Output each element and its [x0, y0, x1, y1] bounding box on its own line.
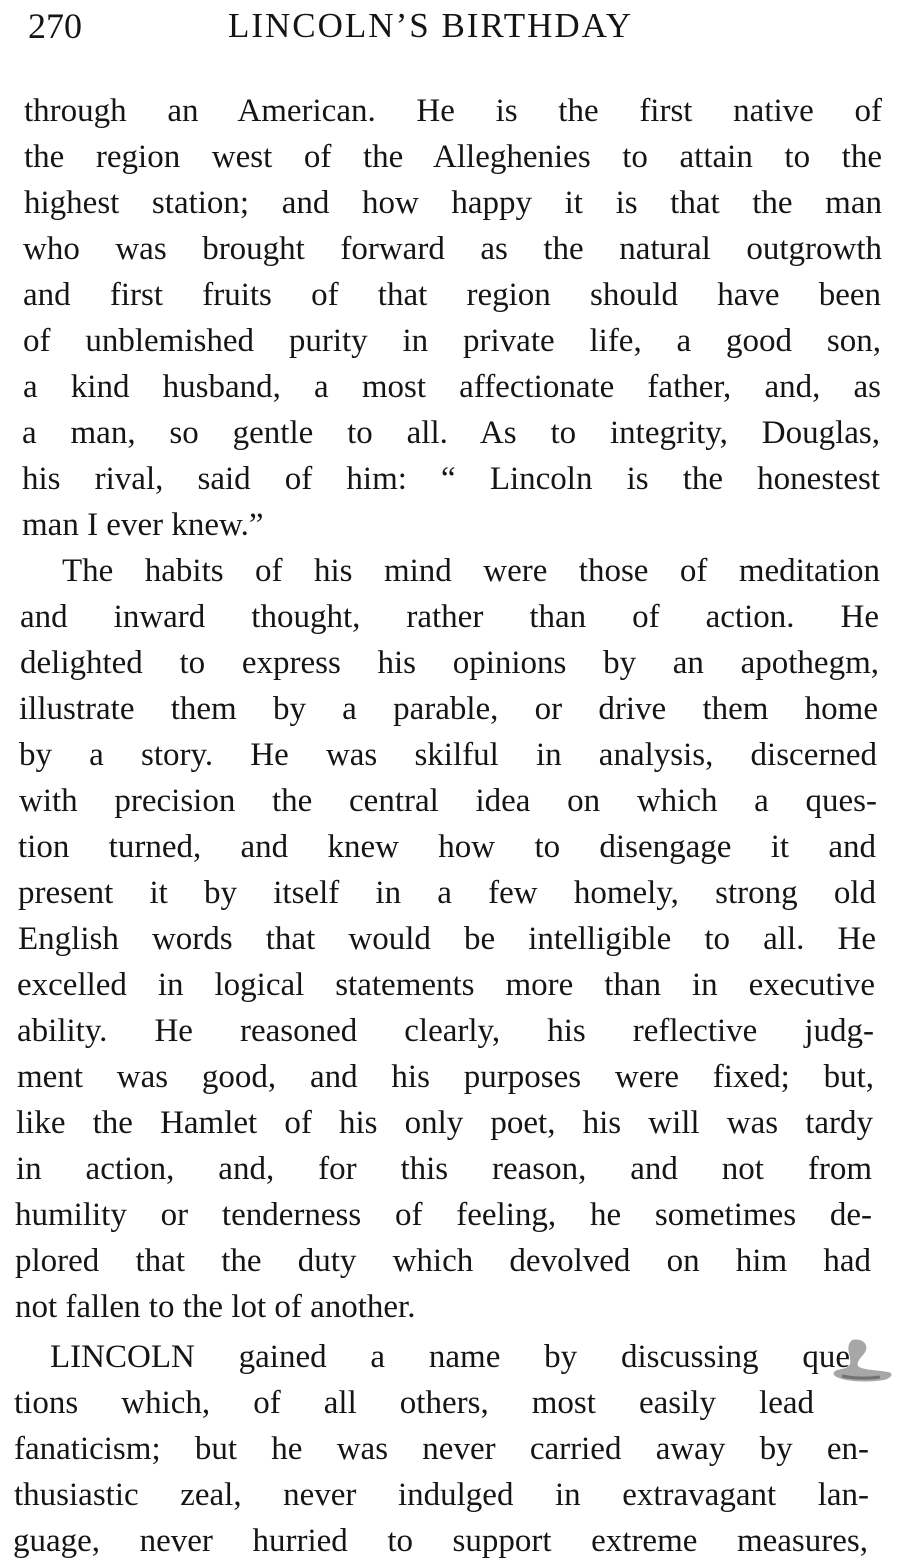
text-line: man I ever knew.” — [22, 507, 264, 543]
text-line: humility or tenderness of feeling, he sometimes de- — [15, 1197, 872, 1233]
text-line: of unblemished purity in private life, a good son, — [23, 323, 881, 359]
text-line: illustrate them by a parable, or drive them home — [19, 691, 878, 727]
text-line: and first fruits of that region should have been — [23, 277, 881, 313]
text-line: thusiastic zeal, never indulged in extravagant lan- — [14, 1477, 869, 1513]
text-line: ment was good, and his purposes were fixed; but, — [17, 1059, 874, 1095]
text-line: present it by itself in a few homely, strong old — [18, 875, 876, 911]
text-line: the region west of the Alleghenies to attain to the — [24, 139, 882, 175]
text-line: excelled in logical statements more than in executive — [17, 967, 875, 1003]
running-head — [28, 2, 880, 50]
text-line: English words that would be intelligible to all. He — [18, 921, 876, 957]
text-line: highest station; and how happy it is that the man — [24, 185, 882, 221]
text-line: guage, never hurried to support extreme measures, — [13, 1523, 868, 1559]
text-line: through an American. He is the first native of — [24, 93, 882, 129]
text-line: plored that the duty which devolved on him had — [15, 1243, 871, 1279]
text-line: not fallen to the lot of another. — [15, 1289, 416, 1325]
text-line: a kind husband, a most affectionate father, and, as — [23, 369, 881, 405]
running-title: LINCOLN’S BIRTHDAY — [228, 6, 633, 45]
text-line: with precision the central idea on which a ques- — [19, 783, 877, 819]
paragraph-first-line: The habits of his mind were those of meditation — [62, 553, 880, 589]
text-line: by a story. He was skilful in analysis, discerned — [19, 737, 877, 773]
text-line: ability. He reasoned clearly, his reflective judg- — [17, 1013, 874, 1049]
page-number: 270 — [28, 6, 82, 46]
paragraph-first-line: LINCOLN gained a name by discussing que — [50, 1339, 850, 1375]
text-line: who was brought forward as the natural outgrowth — [23, 231, 882, 267]
text-line: his rival, said of him: “ Lincoln is the honestest — [22, 461, 880, 497]
text-line: tions which, of all others, most easily lead — [14, 1385, 814, 1421]
text-line: in action, and, for this reason, and not from — [16, 1151, 872, 1187]
text-line: delighted to express his opinions by an apothegm, — [20, 645, 879, 681]
text-line: a man, so gentle to all. As to integrity, Douglas, — [22, 415, 880, 451]
text-line: fanaticism; but he was never carried away by en- — [14, 1431, 869, 1467]
page-smudge-mark — [822, 1336, 898, 1400]
text-line: like the Hamlet of his only poet, his will was tardy — [16, 1105, 873, 1141]
text-line: tion turned, and knew how to disengage it and — [18, 829, 876, 865]
text-line: and inward thought, rather than of action. He — [20, 599, 879, 635]
